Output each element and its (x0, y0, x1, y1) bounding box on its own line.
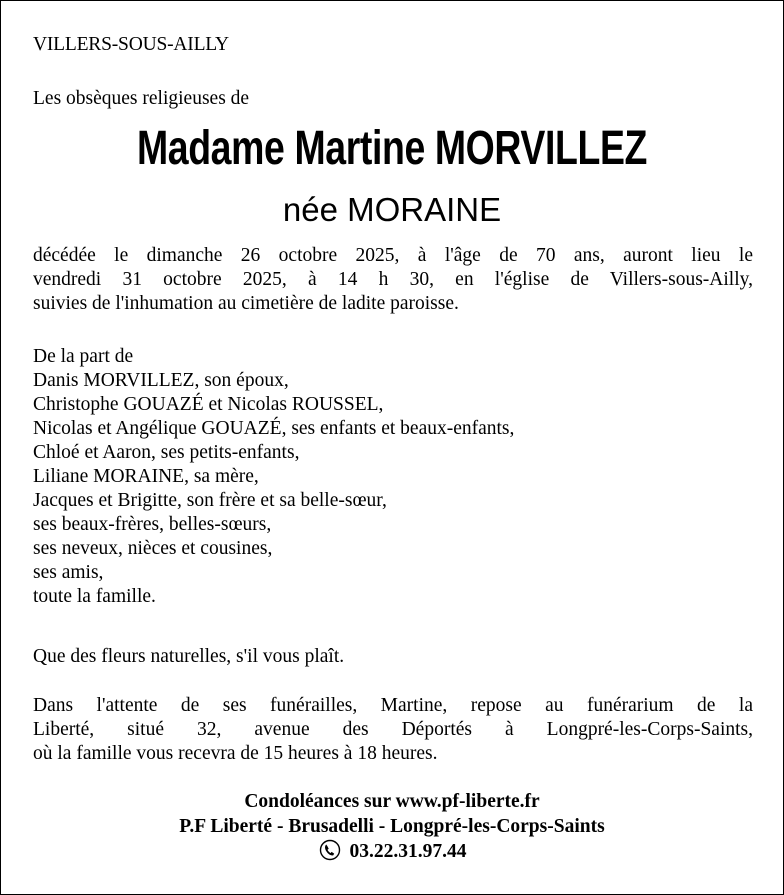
family-line: Danis MORVILLEZ, son époux, (33, 370, 289, 391)
deceased-name: Madame Martine MORVILLEZ (136, 122, 648, 175)
family-line: Nicolas et Angélique GOUAZÉ, ses enfants et beaux-enfants, (33, 418, 515, 439)
family-line: toute la famille. (33, 586, 156, 607)
death-announcement (33, 244, 753, 316)
family-line: ses neveux, nièces et cousines, (33, 538, 273, 559)
family-list (33, 345, 753, 609)
family-line: Chloé et Aaron, ses petits-enfants, (33, 442, 300, 463)
text-line: décédée le dimanche 26 octobre 2025, à l'âge de 70 ans, auront lieu le (33, 245, 753, 266)
family-line: Christophe GOUAZÉ et Nicolas ROUSSEL, (33, 394, 384, 415)
text-line: suivies de l'inhumation au cimetière de ladite paroisse. (33, 293, 459, 314)
family-line: ses amis, (33, 562, 104, 583)
viewing-info (33, 694, 753, 766)
family-line: ses beaux-frères, belles-sœurs, (33, 514, 272, 535)
phone-icon (318, 839, 342, 861)
funeral-home-line: P.F Liberté - Brusadelli - Longpré-les-Corps-Saints (179, 816, 605, 837)
maiden-name: née MORAINE (282, 191, 502, 228)
text-line: vendredi 31 octobre 2025, à 14 h 30, en l'église de Villers-sous-Ailly, (33, 269, 753, 290)
phone-number: 03.22.31.97.44 (349, 841, 467, 862)
text-line: Dans l'attente de ses funérailles, Martine, repose au funérarium de la (33, 695, 753, 716)
intro-line: Les obsèques religieuses de (33, 88, 250, 109)
family-line: De la part de (33, 346, 134, 367)
phone-line (1, 839, 783, 865)
text-line: Liberté, situé 32, avenue des Déportés à Longpré-les-Corps-Saints, (33, 719, 753, 740)
family-line: Liliane MORAINE, sa mère, (33, 466, 259, 487)
town-name: VILLERS-SOUS-AILLY (33, 34, 229, 55)
family-line: Jacques et Brigitte, son frère et sa belle-sœur, (33, 490, 387, 511)
condolences-line: Condoléances sur www.pf-liberte.fr (244, 791, 540, 812)
text-line: où la famille vous recevra de 15 heures à 18 heures. (33, 743, 438, 764)
flowers-note: Que des fleurs naturelles, s'il vous plaît. (33, 646, 345, 667)
